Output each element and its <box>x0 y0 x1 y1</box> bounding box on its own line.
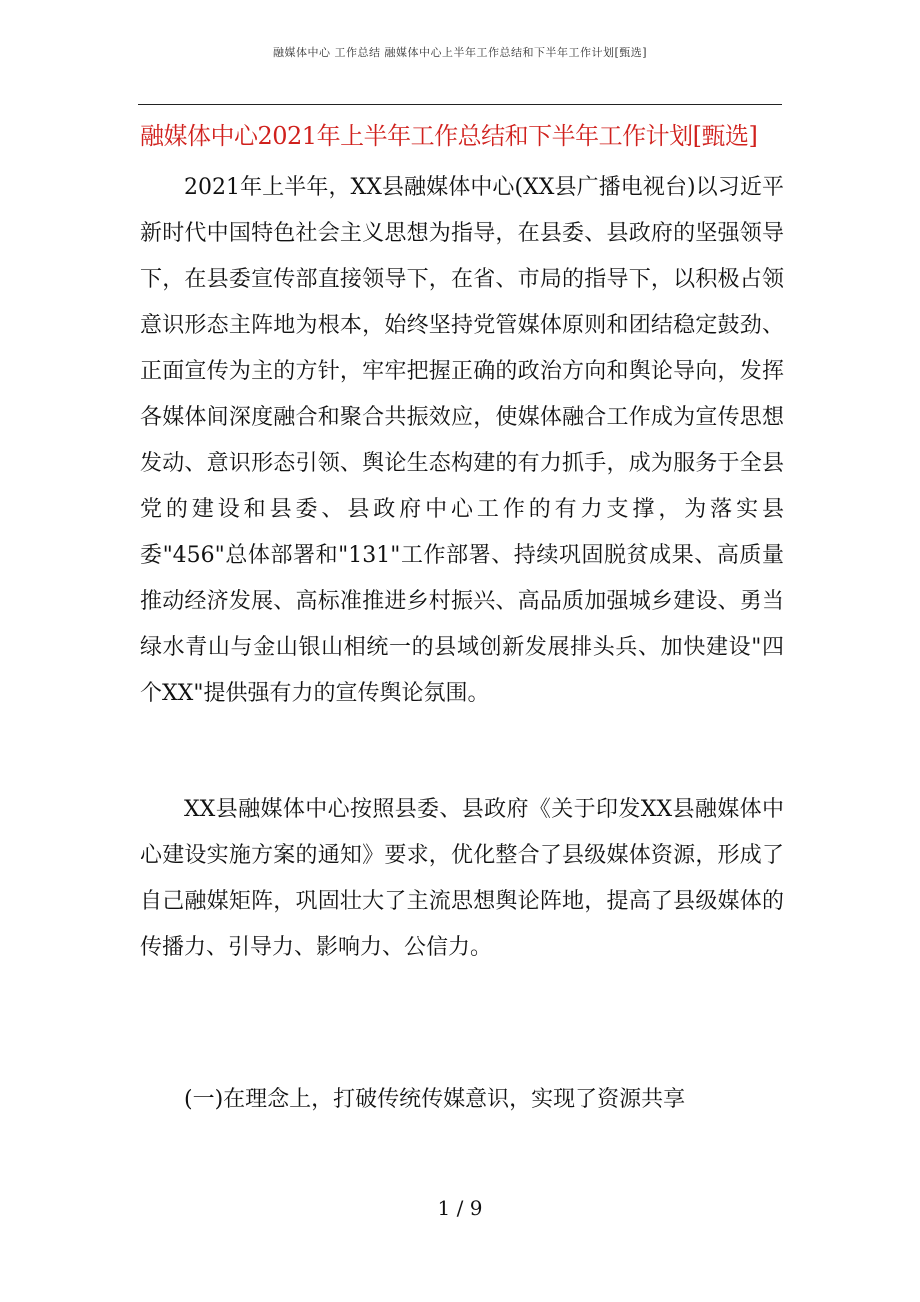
paragraph-integration: XX县融媒体中心按照县委、县政府《关于印发XX县融媒体中心建设实施方案的通知》要求，优化整合了县级媒体资源，形成了自己融媒矩阵，巩固壮大了主流思想舆论阵地，提高了县级媒体的传播力、引导力、影响力、公信力。 <box>140 797 784 960</box>
paragraph-intro: 2021年上半年，XX县融媒体中心(XX县广播电视台)以习近平新时代中国特色社会主义思想为指导，在县委、县政府的坚强领导下，在县委宣传部直接领导下，在省、市局的指导下，以积极占领意识形态主阵地为根本，始终坚持党管媒体原则和团结稳定鼓劲、正面宣传为主的方针，牢牢把握正确的政治方向和舆论导向，发挥各媒体间深度融合和聚合共振效应，使媒体融合工作成为宣传思想发动、意识形态引领、舆论生态构建的有力抓手，成为服务于全县党的建设和县委、县政府中心工作的有力支撑，为落实县委"456"总体部署和"131"工作部署、持续巩固脱贫成果、高质量推动经济发展、高标准推进乡村振兴、高品质加强城乡建设、勇当绿水青山与金山银山相统一的县域创新发展排头兵、加快建设"四个XX"提供强有力的宣传舆论氛围。 <box>140 175 784 706</box>
document-title: 融媒体中心2021年上半年工作总结和下半年工作计划[甄选] <box>140 122 758 150</box>
section-heading-1: (一)在理念上，打破传统传媒意识，实现了资源共享 <box>184 1087 686 1112</box>
running-header: 融媒体中心 工作总结 融媒体中心上半年工作总结和下半年工作计划[甄选] <box>272 46 648 59</box>
page-number: 1 / 9 <box>437 1196 483 1220</box>
header-rule <box>138 104 782 105</box>
